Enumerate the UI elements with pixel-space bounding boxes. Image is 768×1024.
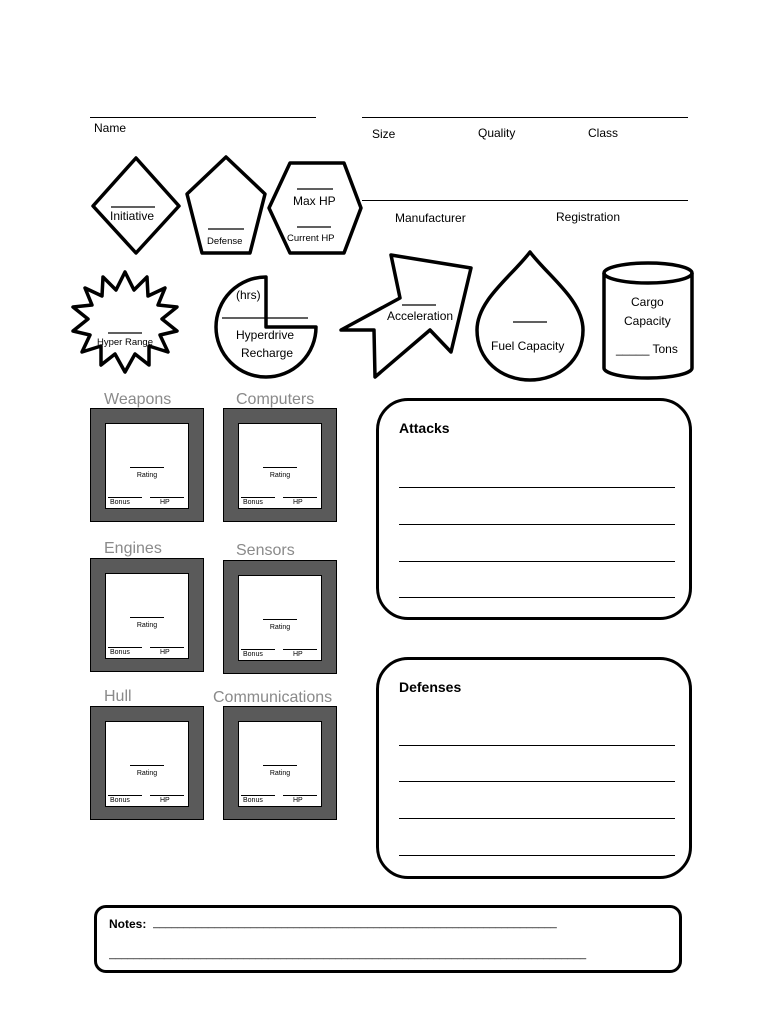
- initiative-label: Initiative: [110, 209, 155, 223]
- hp-label: HP: [293, 797, 303, 804]
- rating-label: Rating: [269, 472, 291, 479]
- communications-box[interactable]: [223, 706, 337, 820]
- weapons-card: [105, 423, 189, 509]
- bonus-line[interactable]: [108, 647, 142, 648]
- communications-card: [238, 721, 322, 807]
- bonus-line[interactable]: [108, 497, 142, 498]
- attack-line[interactable]: [399, 524, 675, 525]
- tons-label: _____ Tons: [616, 342, 678, 356]
- notes-line-2[interactable]: ______________________________________________________________________________: [109, 948, 587, 960]
- hp-line[interactable]: [150, 497, 184, 498]
- acceleration-label: Acceleration: [387, 309, 454, 323]
- notes-line-1[interactable]: __________________________________________________________________: [153, 917, 557, 929]
- attack-line[interactable]: [399, 597, 675, 598]
- weapons-box[interactable]: [90, 408, 204, 522]
- initiative-diamond: [93, 158, 179, 253]
- hyperdrive-recharge-dial: [216, 277, 316, 377]
- hp-label: HP: [160, 797, 170, 804]
- rating-line[interactable]: [130, 617, 164, 618]
- bonus-label: Bonus: [243, 499, 263, 506]
- rating-label: Rating: [269, 770, 291, 777]
- hrs-label: (hrs): [236, 288, 261, 302]
- bonus-label: Bonus: [110, 649, 130, 656]
- name-label: Name: [94, 121, 127, 135]
- hull-box[interactable]: [90, 706, 204, 820]
- manufacturer-label: Manufacturer: [395, 211, 466, 225]
- hp-line[interactable]: [283, 497, 317, 498]
- bonus-line[interactable]: [241, 795, 275, 796]
- hyper-range-star: [73, 272, 177, 372]
- defense-line[interactable]: [399, 818, 675, 819]
- class-label: Class: [588, 126, 619, 140]
- rating-line[interactable]: [130, 765, 164, 766]
- defense-line[interactable]: [399, 781, 675, 782]
- bonus-line[interactable]: [108, 795, 142, 796]
- weapons-label: Weapons: [104, 391, 172, 408]
- communications-label: Communications: [213, 689, 333, 706]
- rating-line[interactable]: [130, 467, 164, 468]
- rating-label: Rating: [136, 472, 158, 479]
- engines-card: [105, 573, 189, 659]
- hull-card: [105, 721, 189, 807]
- computers-label: Computers: [236, 391, 315, 408]
- bonus-label: Bonus: [243, 651, 263, 658]
- computers-card: [238, 423, 322, 509]
- quality-label: Quality: [478, 126, 516, 140]
- defense-line[interactable]: [399, 855, 675, 856]
- defense-label: Defense: [207, 236, 243, 247]
- sensors-box[interactable]: [223, 560, 337, 674]
- fuel-capacity-drop: [477, 252, 583, 380]
- attack-line[interactable]: [399, 487, 675, 488]
- recharge-label: Recharge: [241, 346, 294, 360]
- hp-line[interactable]: [150, 647, 184, 648]
- hp-label: HP: [160, 649, 170, 656]
- sensors-card: [238, 575, 322, 661]
- rating-line[interactable]: [263, 765, 297, 766]
- bonus-label: Bonus: [110, 499, 130, 506]
- bonus-line[interactable]: [241, 649, 275, 650]
- computers-box[interactable]: [223, 408, 337, 522]
- hp-line[interactable]: [283, 649, 317, 650]
- bonus-label: Bonus: [243, 797, 263, 804]
- attack-line[interactable]: [399, 561, 675, 562]
- cargo-label: Cargo: [631, 295, 664, 309]
- bonus-label: Bonus: [110, 797, 130, 804]
- hp-line[interactable]: [150, 795, 184, 796]
- hull-label: Hull: [104, 688, 132, 705]
- hyperdrive-label: Hyperdrive: [236, 328, 295, 342]
- hp-label: HP: [293, 499, 303, 506]
- hyper-range-label: Hyper Range: [97, 337, 153, 348]
- notes-box: [94, 905, 682, 973]
- rating-line[interactable]: [263, 467, 297, 468]
- attacks-box: [376, 398, 692, 620]
- rating-label: Rating: [136, 622, 158, 629]
- fuel-capacity-label: Fuel Capacity: [491, 339, 565, 353]
- defense-line[interactable]: [399, 745, 675, 746]
- current-hp-label: Current HP: [287, 233, 335, 244]
- sensors-label: Sensors: [236, 542, 295, 559]
- defenses-box: [376, 657, 692, 879]
- hp-label: HP: [160, 499, 170, 506]
- registration-label: Registration: [556, 210, 621, 224]
- notes-label: Notes:: [109, 917, 147, 931]
- size-label: Size: [372, 127, 396, 141]
- hp-line[interactable]: [283, 795, 317, 796]
- bonus-line[interactable]: [241, 497, 275, 498]
- engines-label: Engines: [104, 540, 162, 557]
- hp-label: HP: [293, 651, 303, 658]
- rating-label: Rating: [136, 770, 158, 777]
- rating-label: Rating: [269, 624, 291, 631]
- max-hp-label: Max HP: [293, 194, 336, 208]
- attacks-title: Attacks: [399, 420, 450, 436]
- defenses-title: Defenses: [399, 679, 462, 695]
- rating-line[interactable]: [263, 619, 297, 620]
- capacity-label: Capacity: [624, 314, 671, 328]
- engines-box[interactable]: [90, 558, 204, 672]
